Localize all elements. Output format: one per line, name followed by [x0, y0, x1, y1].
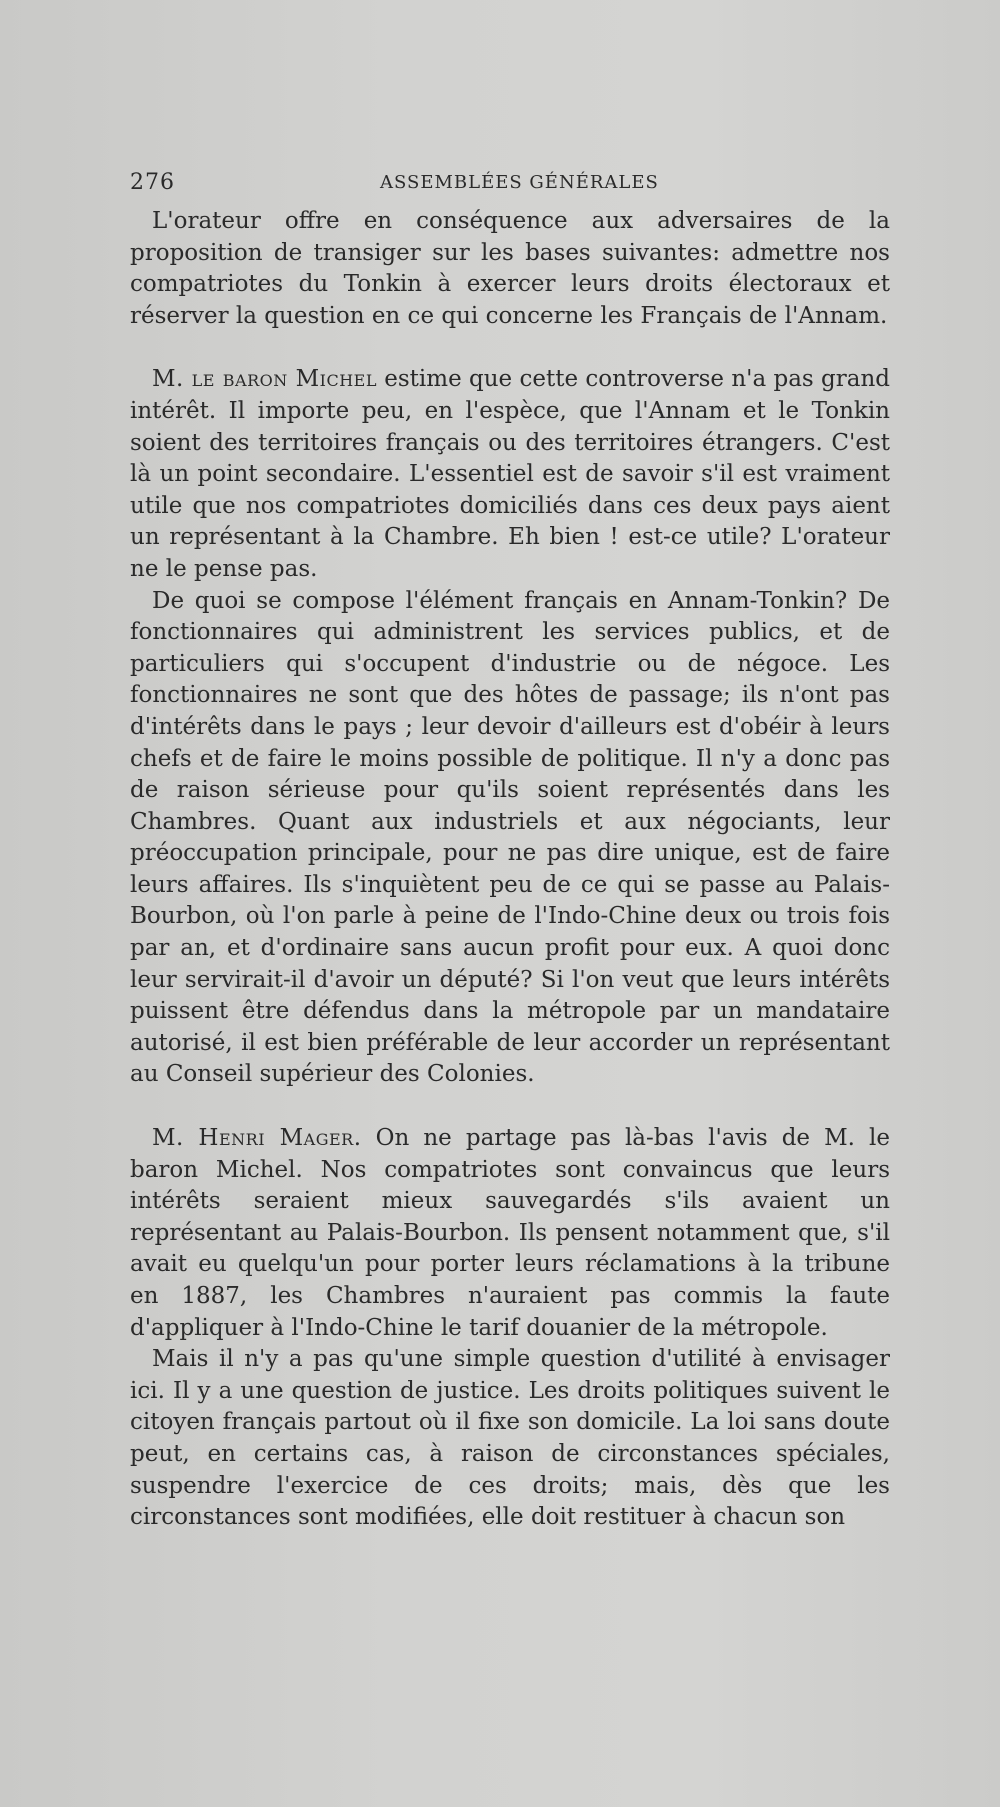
paragraph [130, 586, 890, 1092]
paragraph-text: L'orateur offre en conséquence aux adversaires de la proposition de transiger sur les bases suivantes: admettre nos compatriotes du Tonkin à exercer leurs droits électoraux et réserver la question en ce qui concerne les Français de l'Annam. [130, 208, 890, 329]
page-number: 276 [130, 170, 175, 195]
paragraph [130, 364, 890, 585]
speaker-name: M. le baron Michel [152, 366, 377, 393]
paragraph [130, 206, 890, 332]
speaker-name: M. Henri Mager. [152, 1125, 362, 1152]
paragraph [130, 1123, 890, 1344]
paragraph-text: estime que cette controverse n'a pas grand intérêt. Il importe peu, en l'espèce, que l'Annam et le Tonkin soient des territoires français ou des territoires étrangers. C'est là un point secondaire. L'essentiel est de savoir s'il est vraiment utile que nos compatriotes domiciliés dans ces deux pays aient un représentant à la Chambre. Eh bien ! est-ce utile? L'orateur ne le pense pas. [130, 366, 890, 582]
page-body [130, 206, 890, 1534]
page-header [130, 170, 890, 198]
paragraph-text: On ne partage pas là-bas l'avis de M. le baron Michel. Nos compatriotes sont convaincus que leurs intérêts seraient mieux sauvegardés s'ils avaient un représentant au Palais-Bourbon. Ils pensent notamment que, s'il avait eu quelqu'un pour porter leurs réclamations à la tribune en 1887, les Chambres n'auraient pas commis la faute d'appliquer à l'Indo-Chine le tarif douanier de la métropole. [130, 1125, 891, 1341]
paragraph [130, 1344, 890, 1534]
paragraph-text: Mais il n'y a pas qu'une simple question d'utilité à envisager ici. Il y a une question de justice. Les droits politiques suivent le citoyen français partout où il fixe son domicile. La loi sans doute peut, en certains cas, à raison de circonstances spéciales, suspendre l'exercice de ces droits; mais, dès que les circonstances sont modifiées, elle doit restituer à chacun son [130, 1346, 890, 1531]
paragraph-text: De quoi se compose l'élément français en Annam-Tonkin? De fonctionnaires qui administrent les services publics, et de particuliers qui s'occupent d'industrie ou de négoce. Les fonctionnaires ne sont que des hôtes de passage; ils n'ont pas d'intérêts dans le pays ; leur devoir d'ailleurs est d'obéir à leurs chefs et de faire le moins possible de politique. Il n'y a donc pas de raison sérieuse pour qu'ils soient représentés dans les Chambres. Quant aux industriels et aux négociants, leur préoccupation principale, pour ne pas dire unique, est de faire leurs affaires. Ils s'inquiètent peu de ce qui se passe au Palais-Bourbon, où l'on parle à peine de l'Indo-Chine deux ou trois fois par an, et d'ordinaire sans aucun profit pour eux. A quoi donc leur servirait-il d'avoir un député? Si l'on veut que leurs intérêts puissent être défendus dans la métropole par un mandataire autorisé, il est bien préférable de leur accorder un représentant au Conseil supérieur des Colonies. [130, 587, 890, 1088]
running-title: ASSEMBLÉES GÉNÉRALES [380, 172, 659, 193]
